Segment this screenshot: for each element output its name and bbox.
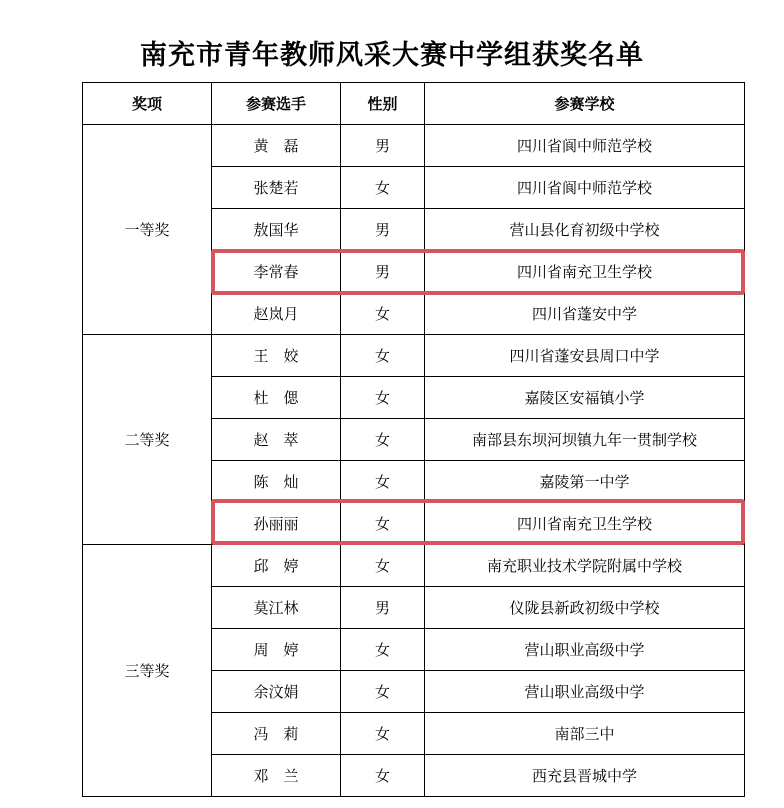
- contestant-gender: 女: [341, 629, 425, 671]
- contestant-school: 四川省蓬安中学: [425, 293, 745, 335]
- contestant-school: 嘉陵第一中学: [425, 461, 745, 503]
- contestant-gender: 女: [341, 167, 425, 209]
- contestant-name: 赵 萃: [212, 419, 341, 461]
- table-header-row: [83, 83, 745, 125]
- contestant-name: 李常春: [212, 251, 341, 293]
- contestant-name: 周 婷: [212, 629, 341, 671]
- table-row: [83, 335, 745, 377]
- contestant-school: 四川省南充卫生学校: [425, 251, 745, 293]
- contestant-name: 敖国华: [212, 209, 341, 251]
- contestant-school: 嘉陵区安福镇小学: [425, 377, 745, 419]
- contestant-name: 陈 灿: [212, 461, 341, 503]
- contestant-gender: 男: [341, 251, 425, 293]
- contestant-name: 冯 莉: [212, 713, 341, 755]
- contestant-gender: 女: [341, 461, 425, 503]
- page-title: 南充市青年教师风采大赛中学组获奖名单: [140, 40, 644, 71]
- contestant-school: 西充县晋城中学: [425, 755, 745, 797]
- contestant-gender: 女: [341, 503, 425, 545]
- contestant-name: 邓 兰: [212, 755, 341, 797]
- header-school: 参赛学校: [425, 83, 745, 125]
- header-name: 参赛选手: [212, 83, 341, 125]
- award-cell: 三等奖: [83, 545, 212, 797]
- contestant-gender: 男: [341, 125, 425, 167]
- contestant-school: 南部三中: [425, 713, 745, 755]
- contestant-name: 莫江林: [212, 587, 341, 629]
- contestant-gender: 男: [341, 587, 425, 629]
- contestant-name: 杜 偲: [212, 377, 341, 419]
- contestant-gender: 女: [341, 671, 425, 713]
- contestant-school: 仪陇县新政初级中学校: [425, 587, 745, 629]
- table-row: [83, 125, 745, 167]
- contestant-name: 王 姣: [212, 335, 341, 377]
- contestant-school: 四川省阆中师范学校: [425, 125, 745, 167]
- contestant-school: 营山职业高级中学: [425, 629, 745, 671]
- header-gender: 性别: [341, 83, 425, 125]
- table-row: [83, 545, 745, 587]
- award-cell: 一等奖: [83, 125, 212, 335]
- contestant-name: 张楚若: [212, 167, 341, 209]
- contestant-school: 四川省蓬安县周口中学: [425, 335, 745, 377]
- contestant-school: 四川省南充卫生学校: [425, 503, 745, 545]
- contestant-name: 余汶娟: [212, 671, 341, 713]
- contestant-gender: 女: [341, 755, 425, 797]
- contestant-gender: 女: [341, 419, 425, 461]
- contestant-gender: 女: [341, 293, 425, 335]
- header-award: 奖项: [83, 83, 212, 125]
- contestant-gender: 女: [341, 713, 425, 755]
- contestant-gender: 女: [341, 545, 425, 587]
- award-cell: 二等奖: [83, 335, 212, 545]
- contestant-school: 营山县化育初级中学校: [425, 209, 745, 251]
- contestant-school: 南充职业技术学院附属中学校: [425, 545, 745, 587]
- contestant-name: 赵岚月: [212, 293, 341, 335]
- results-table: [82, 82, 745, 797]
- contestant-school: 营山职业高级中学: [425, 671, 745, 713]
- contestant-name: 邱 婷: [212, 545, 341, 587]
- contestant-school: 四川省阆中师范学校: [425, 167, 745, 209]
- contestant-school: 南部县东坝河坝镇九年一贯制学校: [425, 419, 745, 461]
- contestant-gender: 女: [341, 377, 425, 419]
- contestant-name: 孙丽丽: [212, 503, 341, 545]
- contestant-gender: 女: [341, 335, 425, 377]
- contestant-gender: 男: [341, 209, 425, 251]
- contestant-name: 黄 磊: [212, 125, 341, 167]
